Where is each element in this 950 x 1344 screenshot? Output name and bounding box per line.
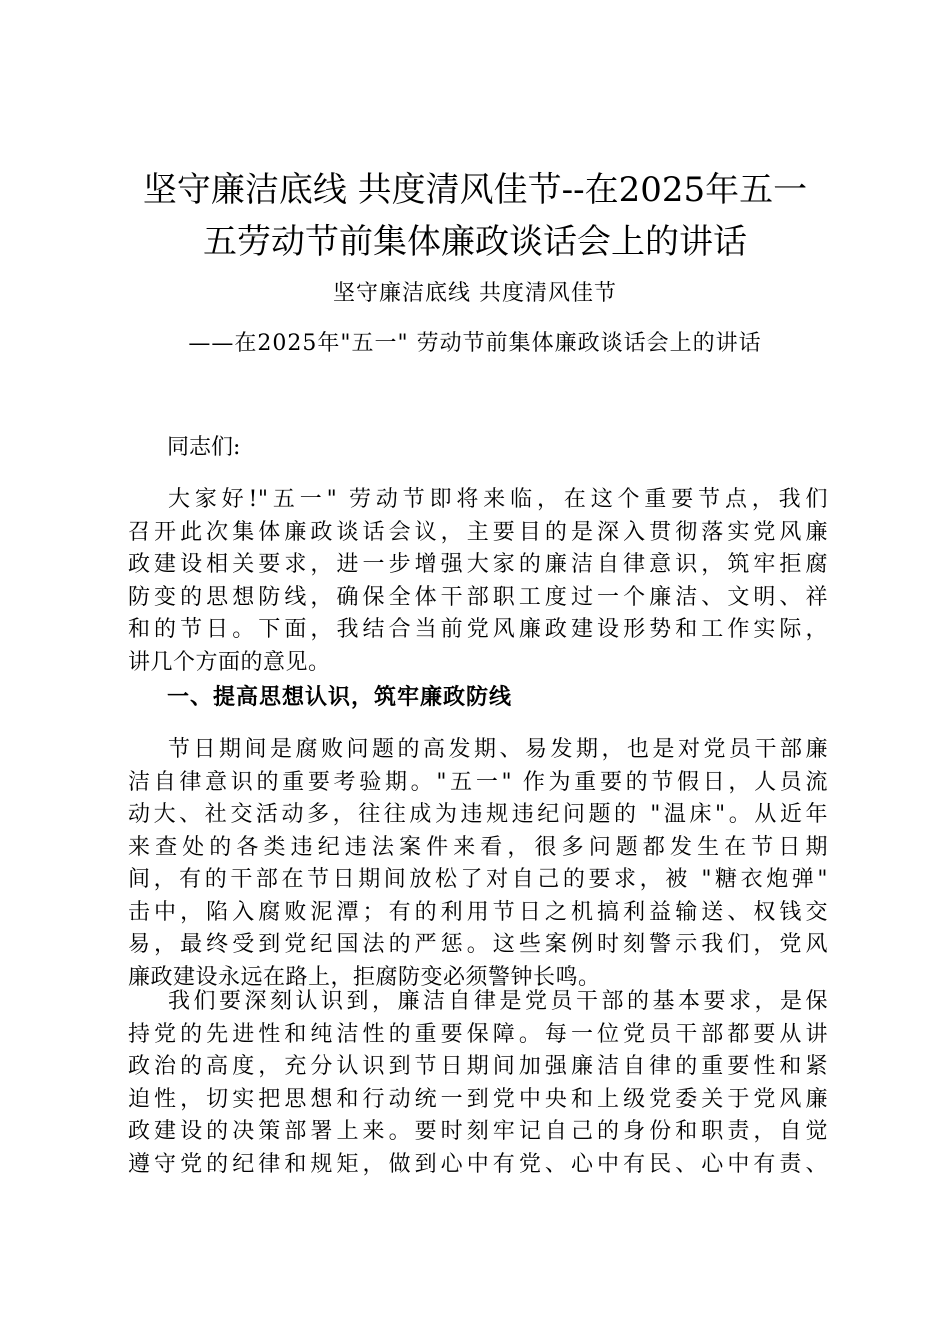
paragraph-line: 讲几个方面的意见。 bbox=[128, 649, 331, 675]
paragraph-line: 廉政建设永远在路上，拒腐防变必须警钟长鸣。 bbox=[128, 964, 601, 990]
paragraph-line: 节日期间是腐败问题的高发期、易发期，也是对党员干部廉 bbox=[168, 737, 828, 762]
paragraph-section1-a bbox=[128, 734, 828, 994]
paragraph-line: 政建设的决策部署上来。要时刻牢记自己的身份和职责，自觉 bbox=[128, 1119, 828, 1144]
paragraph-line: 易，最终受到党纪国法的严惩。这些案例时刻警示我们，党风 bbox=[128, 932, 828, 957]
paragraph-line: 我们要深刻认识到，廉洁自律是党员干部的基本要求，是保 bbox=[168, 989, 828, 1014]
section-heading-1: 一、提高思想认识，筑牢廉政防线 bbox=[167, 684, 513, 710]
paragraph-line: 击中，陷入腐败泥潭；有的利用节日之机搞利益输送、权钱交 bbox=[128, 899, 828, 925]
subtitle-occasion: ——在2025年"五一" 劳动节前集体廉政谈话会上的讲话 bbox=[188, 331, 762, 356]
paragraph-line: 迫性，切实把思想和行动统一到党中央和上级党委关于党风廉 bbox=[128, 1086, 828, 1112]
paragraph-line: 政建设相关要求，进一步增强大家的廉洁自律意识，筑牢拒腐 bbox=[128, 552, 828, 577]
paragraph-line: 来查处的各类违纪违法案件来看，很多问题都发生在节日期 bbox=[128, 834, 828, 860]
paragraph-line: 间，有的干部在节日期间放松了对自己的要求，被 "糖衣炮弹" bbox=[128, 867, 828, 892]
paragraph-line: 洁自律意识的重要考验期。"五一" 作为重要的节假日，人员流 bbox=[128, 769, 828, 795]
title-line-1: 坚守廉洁底线 共度清风佳节--在2025年五一 bbox=[142, 170, 808, 210]
document-title bbox=[110, 164, 840, 268]
salutation: 同志们: bbox=[167, 435, 241, 460]
paragraph-line: 召开此次集体廉政谈话会议，主要目的是深入贯彻落实党风廉 bbox=[128, 519, 828, 545]
paragraph-line: 和的节日。下面，我结合当前党风廉政建设形势和工作实际， bbox=[128, 617, 828, 642]
paragraph-line: 政治的高度，充分认识到节日期间加强廉洁自律的重要性和紧 bbox=[128, 1054, 828, 1079]
paragraph-opening bbox=[128, 484, 828, 679]
paragraph-line: 遵守党的纪律和规矩，做到心中有党、心中有民、心中有责、 bbox=[128, 1151, 828, 1177]
paragraph-section1-b bbox=[128, 986, 828, 1181]
paragraph-line: 大家好!"五一" 劳动节即将来临，在这个重要节点，我们 bbox=[168, 487, 828, 512]
paragraph-line: 动大、社交活动多，往往成为违规违纪问题的 "温床"。从近年 bbox=[128, 802, 828, 827]
paragraph-line: 防变的思想防线，确保全体干部职工度过一个廉洁、文明、祥 bbox=[128, 584, 828, 610]
subtitle-main: 坚守廉洁底线 共度清风佳节 bbox=[333, 281, 617, 306]
paragraph-line: 持党的先进性和纯洁性的重要保障。每一位党员干部都要从讲 bbox=[128, 1021, 828, 1047]
title-line-2: 五劳动节前集体廉政谈话会上的讲话 bbox=[203, 222, 747, 262]
